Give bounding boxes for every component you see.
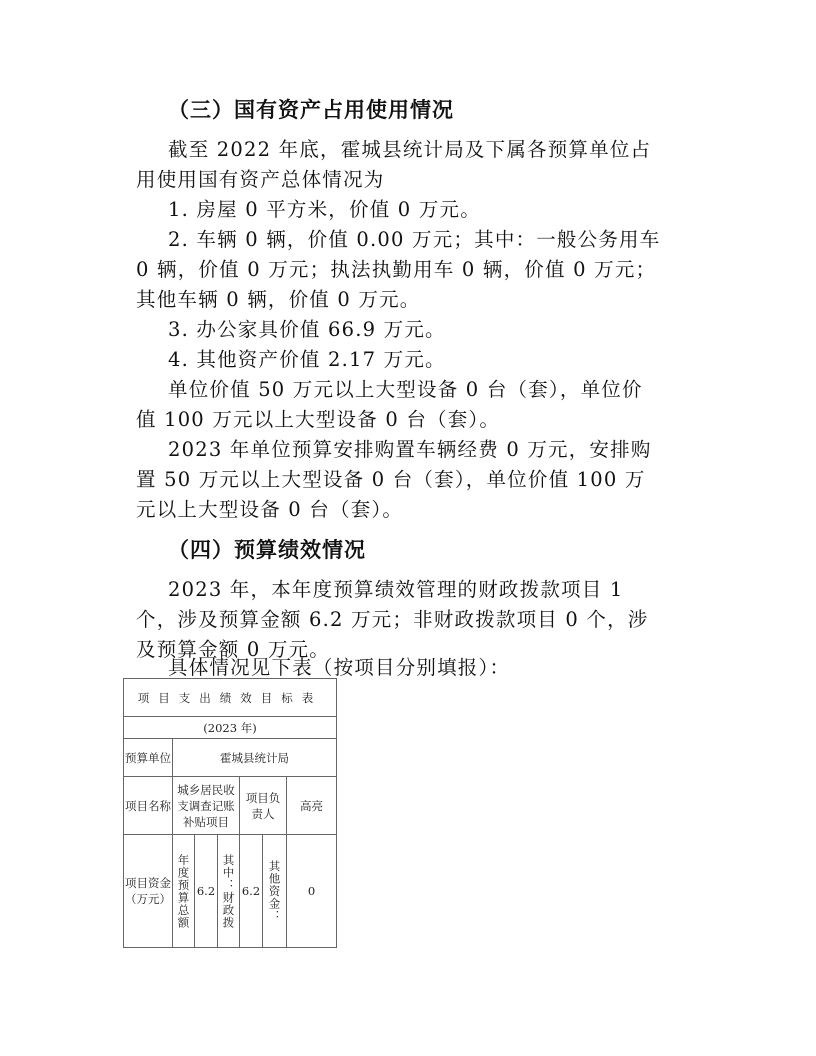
paragraph-line: 0 辆，价值 0 万元；执法执勤用车 0 辆，价值 0 万元； — [136, 258, 657, 281]
paragraph-line: 及预算金额 0 万元。 — [136, 638, 331, 661]
paragraph-line: 4. 其他资产价值 2.17 万元。 — [168, 348, 446, 371]
paragraph-line: 2023 年单位预算安排购置车辆经费 0 万元，安排购 — [168, 438, 652, 461]
paragraph-line: 2. 车辆 0 辆，价值 0.00 万元；其中：一般公务用车 — [168, 228, 661, 251]
project-funds-label: 项目资金（万元） — [124, 835, 173, 948]
annual-budget-total-value: 6.2 — [195, 835, 218, 948]
paragraph-line: 个，涉及预算金额 6.2 万元；非财政拨款项目 0 个，涉 — [136, 608, 649, 631]
paragraph-line: 值 100 万元以上大型设备 0 台（套）。 — [136, 408, 501, 431]
fiscal-funds-value: 6.2 — [240, 835, 263, 948]
project-owner-label: 项目负责人 — [240, 777, 287, 835]
paragraph-line: 具体情况见下表（按项目分别填报）： — [168, 656, 511, 679]
project-owner-value: 高亮 — [287, 777, 337, 835]
paragraph-line: 2023 年，本年度预算绩效管理的财政拨款项目 1 — [168, 578, 624, 601]
paragraph-line: 单位价值 50 万元以上大型设备 0 台（套），单位价 — [168, 378, 643, 401]
unit-value: 霍城县统计局 — [173, 739, 337, 777]
paragraph-line: 其他车辆 0 辆，价值 0 万元。 — [136, 288, 421, 311]
paragraph-line: 3. 办公家具价值 66.9 万元。 — [168, 318, 446, 341]
project-name-label: 项目名称 — [124, 777, 173, 835]
unit-label: 预算单位 — [124, 739, 173, 777]
paragraph-line: 1. 房屋 0 平方米，价值 0 万元。 — [168, 198, 481, 221]
section-title-performance: （四）预算绩效情况 — [168, 538, 366, 562]
table-title: 项目支出绩效目标表 — [124, 679, 337, 717]
table-year: (2023 年) — [124, 717, 337, 739]
paragraph-line: 元以上大型设备 0 台（套）。 — [136, 498, 404, 521]
annual-budget-total-label: 年度预算总额 — [173, 835, 195, 948]
paragraph-line: 用使用国有资产总体情况为 — [136, 168, 385, 191]
fiscal-funds-label: 其中：财政拨 — [218, 835, 240, 948]
paragraph-line: 置 50 万元以上大型设备 0 台（套），单位价值 100 万 — [136, 468, 646, 491]
other-funds-value: 0 — [287, 835, 337, 948]
performance-goals-table — [123, 678, 337, 948]
section-title-state-assets: （三）国有资产占用使用情况 — [168, 98, 454, 122]
paragraph-line: 截至 2022 年底，霍城县统计局及下属各预算单位占 — [168, 138, 652, 161]
project-name-value: 城乡居民收支调查记账补贴项目 — [173, 777, 240, 835]
other-funds-label: 其他资金： — [263, 835, 287, 948]
